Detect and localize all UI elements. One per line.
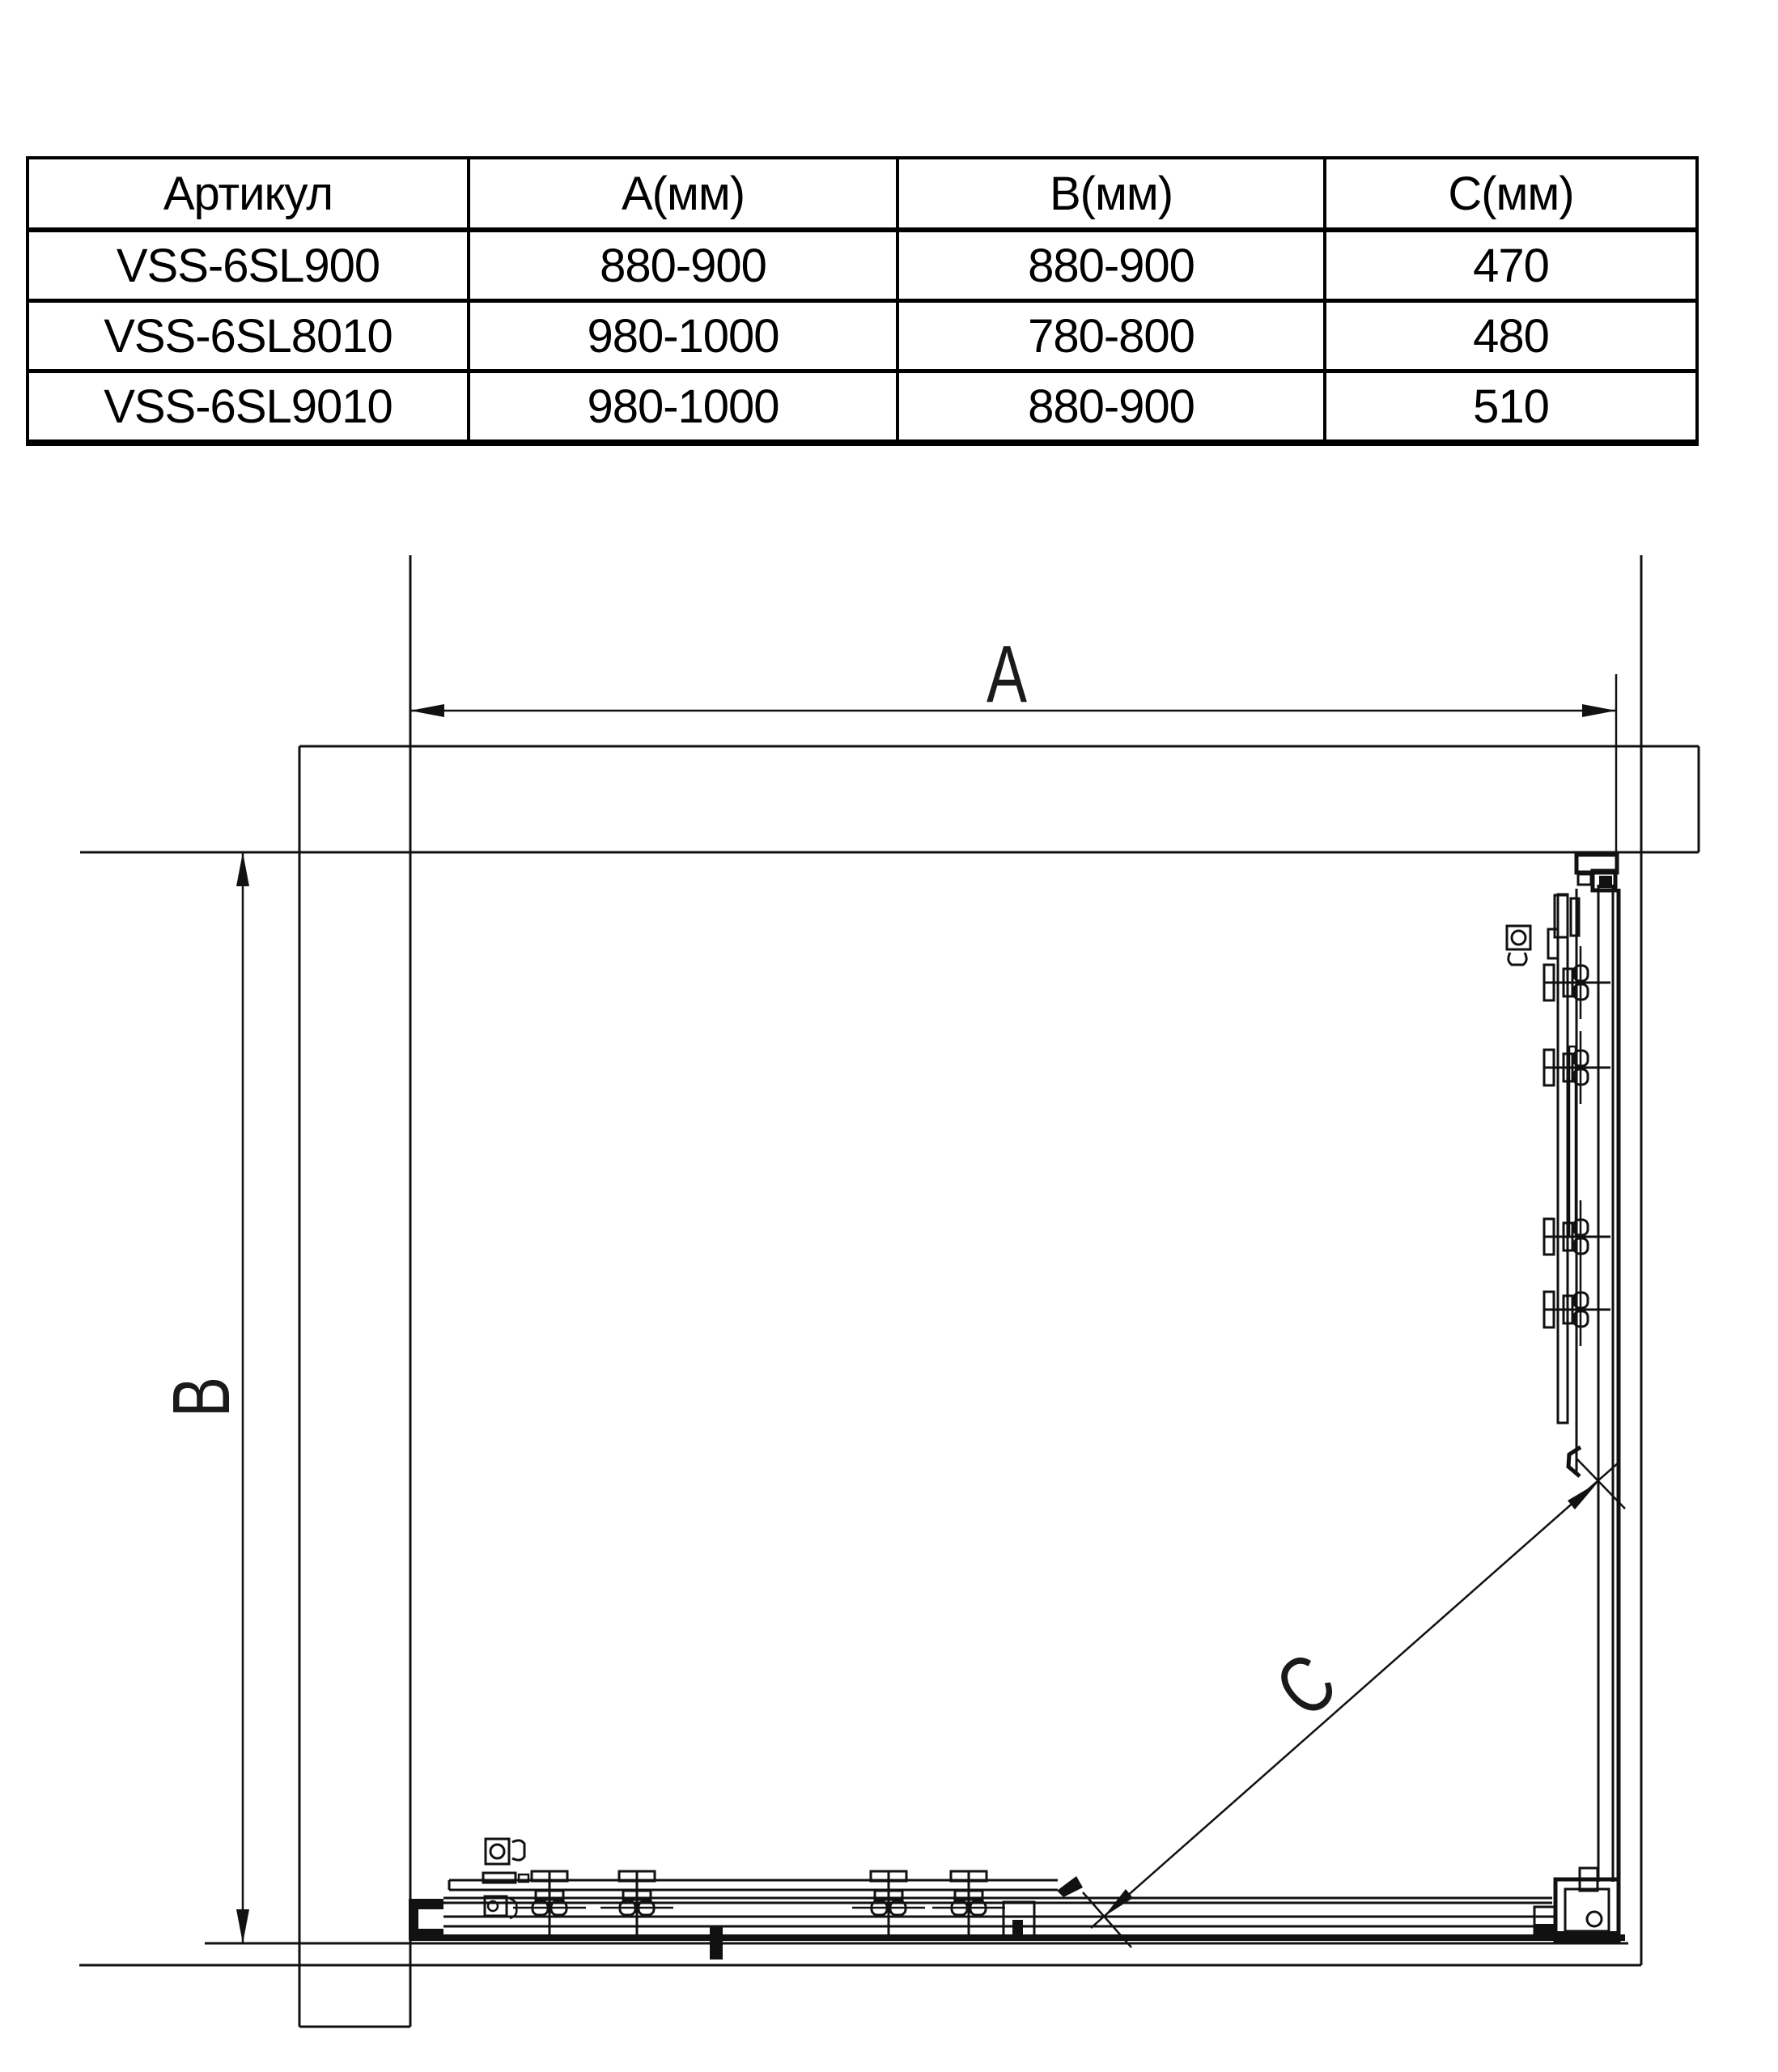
col-header-article: Артикул — [28, 158, 469, 230]
bottom-door-assembly — [409, 1839, 1625, 1959]
dimension-c — [1083, 1458, 1625, 1947]
cell-b: 880-900 — [897, 372, 1325, 444]
dim-label-a: A — [986, 628, 1028, 720]
col-header-a: А(мм) — [469, 158, 897, 230]
cell-a: 980-1000 — [469, 372, 897, 444]
corner-post-assembly — [1534, 1868, 1620, 1942]
cell-article: VSS-6SL900 — [28, 230, 469, 301]
wall-left-profile — [299, 555, 410, 2027]
cell-c: 470 — [1325, 230, 1697, 301]
cell-a: 880-900 — [469, 230, 897, 301]
cell-a: 980-1000 — [469, 301, 897, 372]
cell-article: VSS-6SL8010 — [28, 301, 469, 372]
door-guide-block — [710, 1927, 723, 1959]
rail-end-hook — [1057, 1876, 1083, 1897]
cell-c: 480 — [1325, 301, 1697, 372]
dim-label-c: C — [1259, 1637, 1353, 1735]
dimension-a — [410, 628, 1616, 890]
col-header-b: В(мм) — [897, 158, 1325, 230]
cell-b: 880-900 — [897, 230, 1325, 301]
wall-bracket-icon — [486, 1839, 524, 1864]
wall-bracket-icon — [1507, 926, 1530, 965]
col-header-c: С(мм) — [1325, 158, 1697, 230]
dim-label-b: B — [155, 1376, 247, 1418]
cell-article: VSS-6SL9010 — [28, 372, 469, 444]
dimension-b — [155, 852, 249, 1943]
tray-bottom-lines — [79, 1943, 1641, 1965]
side-panel-assembly — [1507, 855, 1619, 1886]
wall-top-profile — [80, 746, 1699, 852]
cell-c: 510 — [1325, 372, 1697, 444]
cell-b: 780-800 — [897, 301, 1325, 372]
